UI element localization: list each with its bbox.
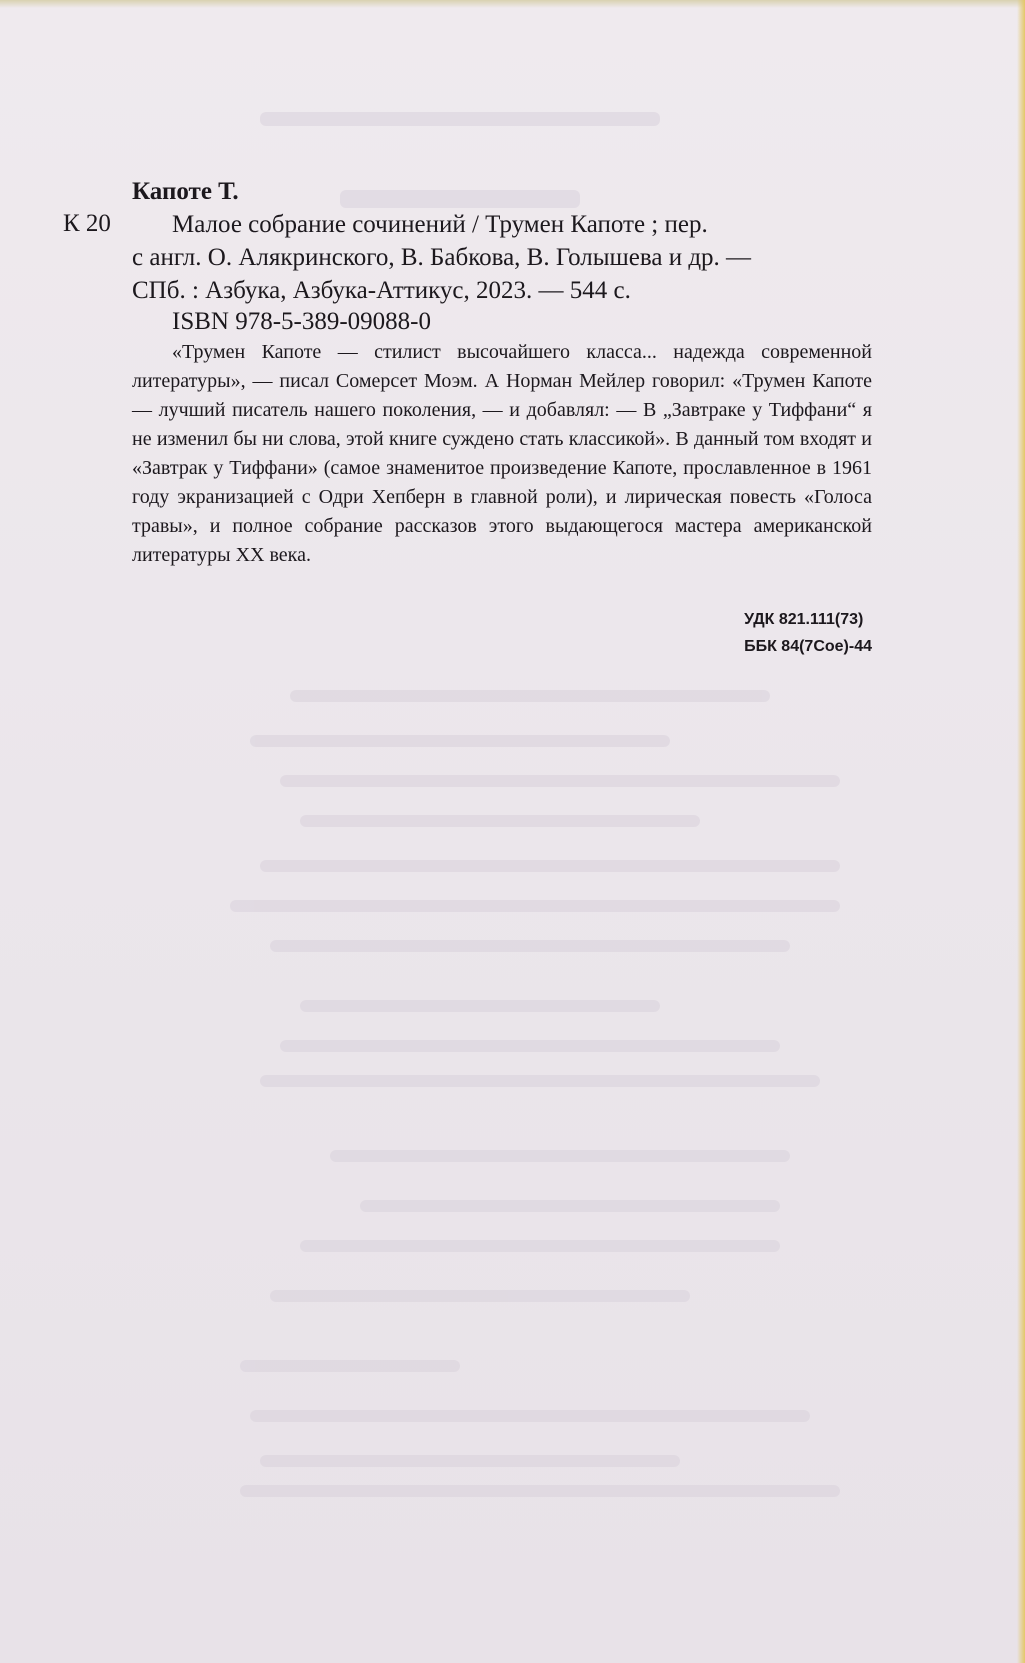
- biblio-line-2: с англ. О. Алякринского, В. Бабкова, В. Голышева и др. —: [132, 244, 752, 271]
- classification-codes: [744, 606, 872, 660]
- catalog-index: К 20: [63, 210, 111, 237]
- biblio-line-3: СПб. : Азбука, Азбука-Аттикус, 2023. — 544 с.: [132, 277, 631, 304]
- biblio-line-1: Малое собрание сочинений / Трумен Капоте ; пер.: [172, 211, 708, 238]
- bbk-code: ББК 84(7Сое)-44: [744, 638, 872, 655]
- author-heading: Капоте Т.: [132, 178, 239, 205]
- page-top-edge: [0, 0, 1025, 8]
- page-right-edge: [1017, 0, 1025, 1663]
- bibliographic-description: [132, 208, 872, 307]
- isbn: ISBN 978-5-389-09088-0: [172, 308, 432, 335]
- annotation-text: «Трумен Капоте — стилист высочайшего класса... надежда современной литературы», — писал Сомерсет Моэм. А Норман Мейлер говорил: «Трумен Капоте — лучший писатель нашего поколения, — и добавлял: — В „Завтраке у Тиффани“ я не изменил бы ни слова, этой книге суждено стать классикой». В данный том входят и «Завтрак у Тиффани» (самое знаменитое произведение Капоте, прославленное в 1961 году экранизацией с Одри Хепберн в главной роли), и лирическая повесть «Голоса травы», и полное собрание рассказов этого выдающегося мастера американской литературы XX века.: [132, 341, 872, 566]
- udk-code: УДК 821.111(73): [744, 611, 864, 628]
